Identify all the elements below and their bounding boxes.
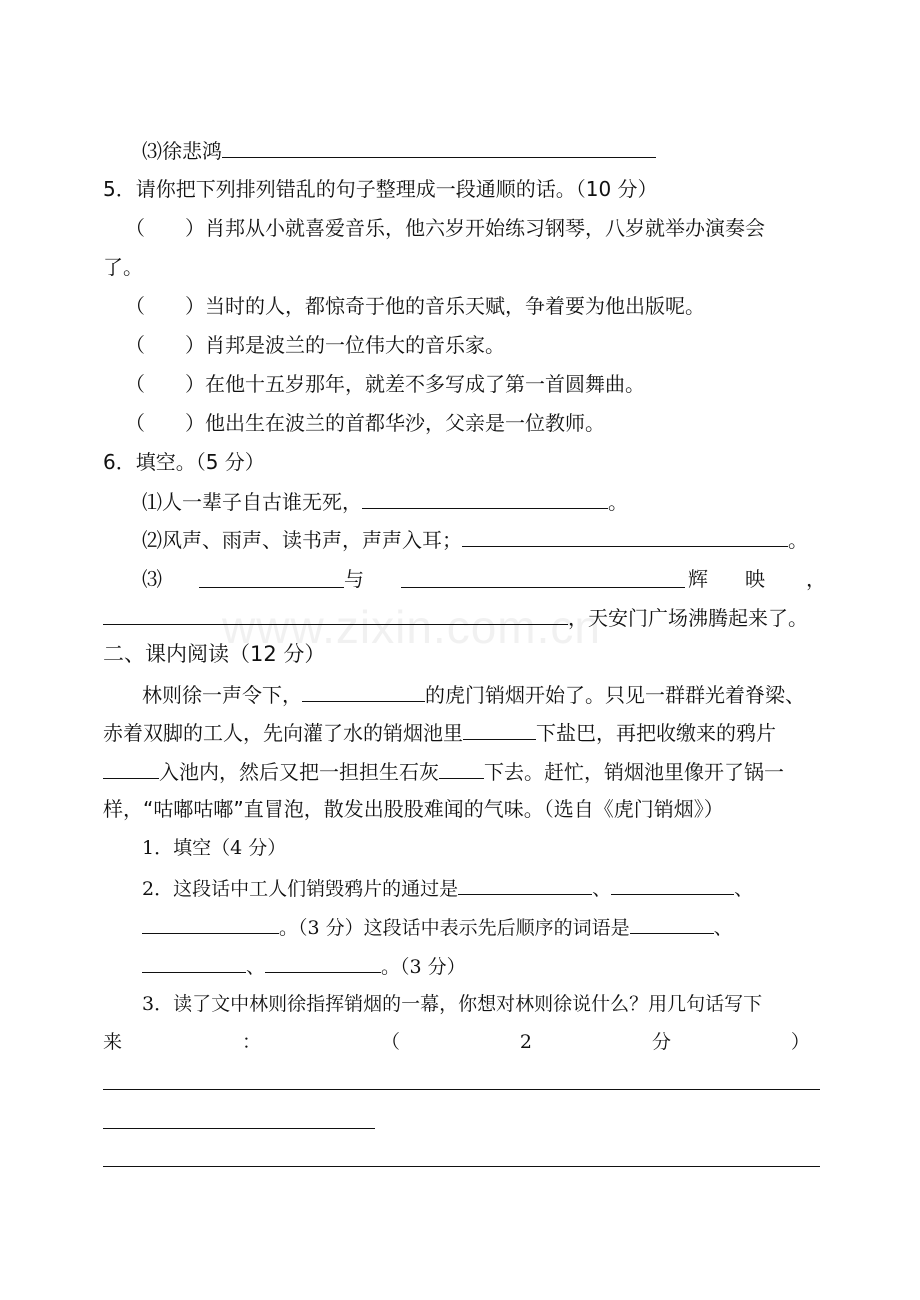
q5-item5-text: 他出生在波兰的首都华沙，父亲是一位教师。 (205, 411, 605, 435)
question3-char: ） (790, 1031, 810, 1053)
passage-text: 的虎门销烟开始了。只见一群群光着脊梁、 (425, 683, 805, 707)
q5-item3 (125, 332, 505, 358)
passage-text: 下盐巴，再把收缴来的鸦片 (536, 721, 776, 745)
passage-blank2[interactable] (463, 719, 536, 740)
passage-blank4[interactable] (439, 758, 484, 779)
order-paren[interactable]: （ ） (125, 216, 205, 240)
question3-char: ： (241, 1031, 261, 1053)
answer-line-1[interactable] (103, 1089, 820, 1090)
question2-line2 (142, 913, 733, 941)
order-paren[interactable]: （ ） (125, 333, 205, 357)
q2-blank5[interactable] (142, 952, 246, 973)
order-paren[interactable]: （ ） (125, 411, 205, 435)
q5-item1 (125, 215, 765, 241)
q2-blank3[interactable] (142, 913, 279, 934)
q6-line1-blank[interactable] (362, 488, 608, 509)
question3-line2 (103, 1029, 810, 1055)
q6-line3-cont (103, 604, 808, 631)
q5-item2 (125, 293, 705, 319)
q6-line3-tail: ，天安门广场沸腾起来了。 (568, 606, 808, 630)
q2-blank4[interactable] (630, 913, 714, 934)
q6-line3-blank3[interactable] (103, 604, 568, 625)
q6-line1-text: ⑴人一辈子自古谁无死， (142, 490, 362, 514)
question3-char: （ (380, 1031, 400, 1053)
question1: 1．填空（4 分） (142, 837, 287, 859)
q6-line1-end: 。 (608, 490, 628, 514)
q4-item3-label: ⑶徐悲鸿 (142, 139, 222, 163)
section-heading: 二、课内阅读（12 分） (103, 642, 326, 666)
q4-item3-blank[interactable] (222, 137, 656, 158)
passage-text: 下去。赶忙，销烟池里像开了锅一 (484, 760, 784, 784)
passage-blank3[interactable] (103, 758, 159, 779)
separator: 、 (713, 917, 733, 939)
separator: 、 (246, 956, 266, 978)
order-paren[interactable]: （ ） (125, 294, 205, 318)
question3-char: 来 (103, 1031, 123, 1053)
q6-line1 (142, 488, 628, 515)
passage-text: 林则徐一声令下， (142, 683, 302, 707)
question3-char: 2 (519, 1031, 532, 1053)
q6-line3-blank2[interactable] (401, 587, 685, 588)
q6-line3-end1: 辉 (688, 567, 708, 591)
q6-line3-num: ⑶ (142, 567, 162, 591)
q2-blank6[interactable] (265, 952, 381, 973)
question2-text: 。（3 分） (381, 956, 466, 978)
passage-text: 赤着双脚的工人，先向灌了水的销烟池里 (103, 721, 463, 745)
passage-line2 (103, 719, 776, 746)
q5-item1-cont: 了。 (103, 255, 143, 279)
q2-blank2[interactable] (611, 874, 734, 895)
question3-line1: 3．读了文中林则徐指挥销烟的一幕，你想对林则徐说什么？用几句话写下 (142, 993, 763, 1015)
answer-line-3[interactable] (103, 1166, 820, 1167)
q6-line2-text: ⑵风声、雨声、读书声，声声入耳； (142, 528, 462, 552)
passage-line3 (103, 758, 784, 785)
q4-item3 (142, 137, 656, 164)
order-paren[interactable]: （ ） (125, 372, 205, 396)
q2-blank1[interactable] (458, 874, 592, 895)
q6-line2-end: 。 (788, 528, 808, 552)
q5-item3-text: 肖邦是波兰的一位伟大的音乐家。 (205, 333, 505, 357)
q6-line3-blank1[interactable] (199, 587, 344, 588)
answer-line-2[interactable] (103, 1128, 375, 1129)
q5-item1-text: 肖邦从小就喜爱音乐，他六岁开始练习钢琴，八岁就举办演奏会 (205, 216, 765, 240)
question2-line1 (142, 874, 753, 902)
q6-line2 (142, 526, 808, 553)
q5-item4 (125, 371, 645, 397)
passage-blank1[interactable] (302, 681, 425, 702)
question2-text: 。（3 分）这段话中表示先后顺序的词语是 (279, 917, 630, 939)
q6-line3-end3: ， (806, 567, 826, 591)
q6-line2-blank[interactable] (462, 526, 788, 547)
q6-line3-mid: 与 (344, 567, 364, 591)
passage-line4: 样，“咕嘟咕嘟”直冒泡，散发出股股难闻的气味。（选自《虎门销烟》） (103, 797, 724, 821)
q5-title: 5．请你把下列排列错乱的句子整理成一段通顺的话。（10 分） (103, 177, 658, 201)
q5-item2-text: 当时的人，都惊奇于他的音乐天赋，争着要为他出版呢。 (205, 294, 705, 318)
question3-char: 分 (651, 1031, 671, 1053)
question2-line3 (142, 952, 466, 980)
separator: 、 (734, 878, 754, 900)
passage-text: 入池内，然后又把一担担生石灰 (159, 760, 439, 784)
watermark: www.zixin.com.cn (222, 601, 601, 653)
q6-title: 6．填空。（5 分） (103, 450, 265, 474)
question2-text: 2．这段话中工人们销毁鸦片的通过是 (142, 878, 459, 900)
q5-item4-text: 在他十五岁那年，就差不多写成了第一首圆舞曲。 (205, 372, 645, 396)
passage-line1 (142, 681, 805, 708)
separator: 、 (592, 878, 612, 900)
q5-item5 (125, 410, 605, 436)
q6-line3-end2: 映 (745, 567, 765, 591)
